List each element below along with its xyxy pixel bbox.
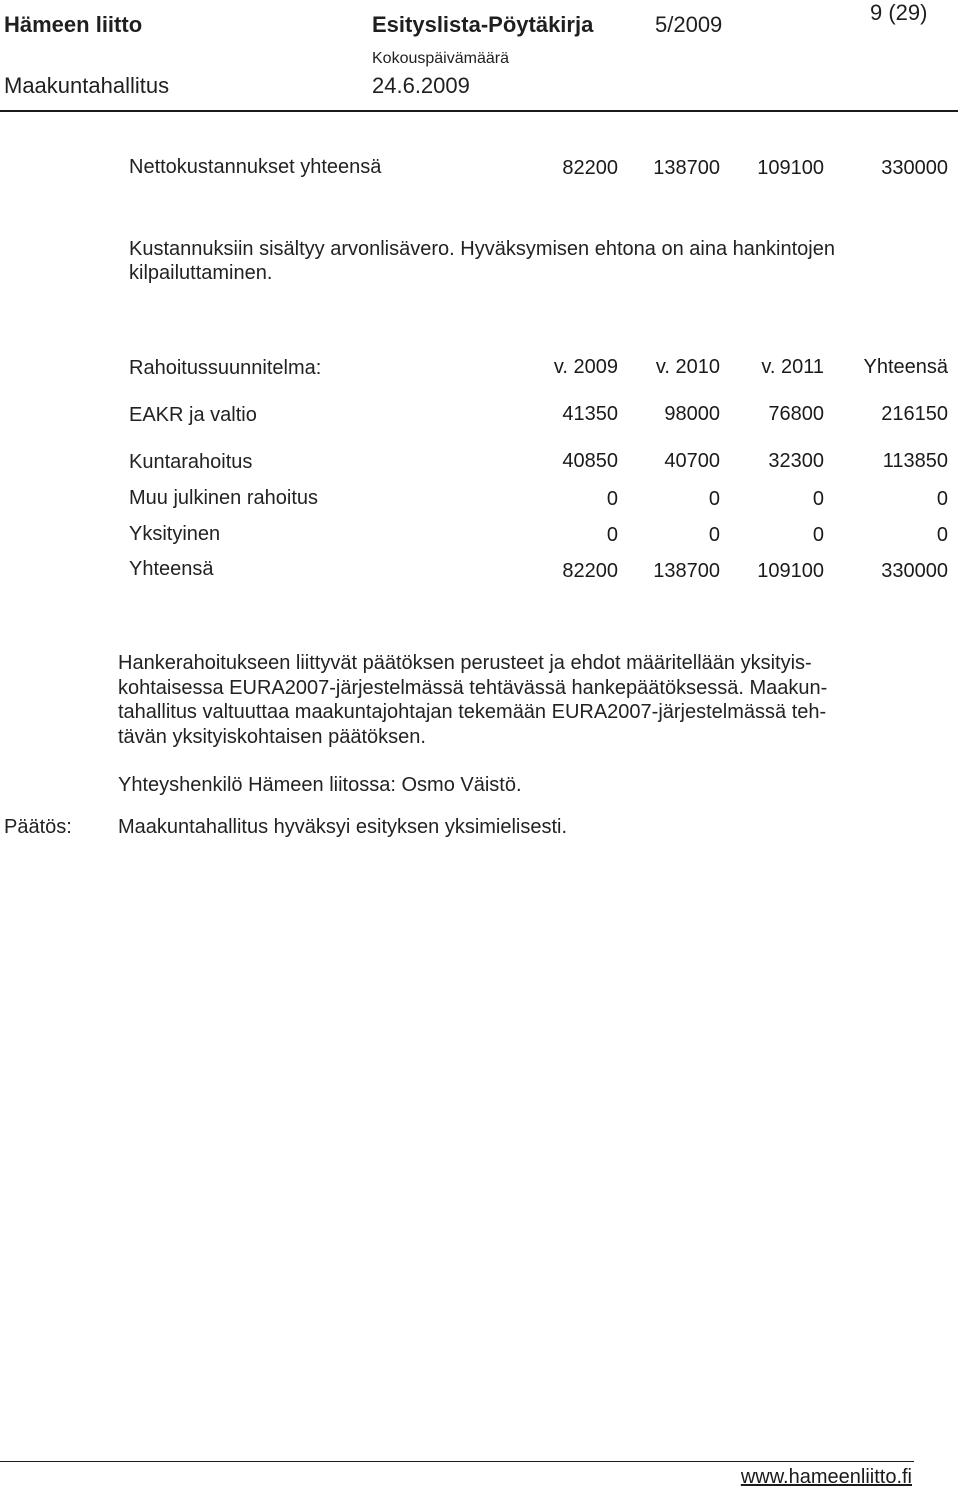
table-cell: 138700	[653, 560, 720, 582]
table-cell: 0	[708, 488, 720, 510]
column-header: v. 2010	[655, 356, 720, 378]
contact-person: Yhteyshenkilö Hämeen liitossa: Osmo Väistö.	[118, 774, 522, 796]
row-label: Yhteensä	[129, 558, 214, 580]
table-cell: 109100	[757, 560, 824, 582]
table-cell: 0	[606, 488, 618, 510]
table-cell: 32300	[768, 450, 824, 472]
vat-note-line: Kustannuksiin sisältyy arvonlisävero. Hyväksymisen ehtona on aina hankintojen	[129, 238, 835, 260]
financing-title: Rahoitussuunnitelma:	[129, 357, 322, 379]
decision-basis-line: Hankerahoitukseen liittyvät päätöksen perusteet ja ehdot määritellään yksityis-	[118, 652, 812, 674]
decision-basis-line: tävän yksityiskohtaisen päätöksen.	[118, 726, 426, 748]
organization-name: Hämeen liitto	[4, 12, 143, 37]
table-cell: 41350	[562, 403, 618, 425]
net-costs-value-2009: 82200	[562, 157, 618, 179]
table-cell: 0	[936, 524, 948, 546]
table-cell: 0	[936, 488, 948, 510]
date-label: Kokouspäivämäärä	[372, 50, 509, 67]
decision-basis-line: tahallitus valtuuttaa maakuntajohtajan tekemään EURA2007-järjestelmässä teh-	[118, 701, 827, 723]
meeting-date: 24.6.2009	[372, 73, 470, 98]
row-label: Kuntarahoitus	[129, 451, 253, 473]
table-cell: 82200	[562, 560, 618, 582]
table-cell: 40850	[562, 450, 618, 472]
table-cell: 216150	[881, 403, 948, 425]
column-header: v. 2011	[761, 356, 824, 378]
column-header: v. 2009	[553, 356, 618, 378]
meeting-body: Maakuntahallitus	[4, 73, 170, 98]
page-number: 9 (29)	[870, 0, 928, 25]
table-cell: 0	[606, 524, 618, 546]
row-label: Yksityinen	[129, 523, 221, 545]
table-cell: 40700	[664, 450, 720, 472]
document-title: Esityslista-Pöytäkirja	[372, 12, 594, 37]
table-cell: 0	[812, 524, 824, 546]
table-cell: 76800	[768, 403, 824, 425]
website-link[interactable]: www.hameenliitto.fi	[740, 1466, 912, 1488]
table-cell: 113850	[882, 450, 948, 472]
table-cell: 0	[812, 488, 824, 510]
decision-basis-line: kohtaisessa EURA2007-järjestelmässä tehtävässä hankepäätöksessä. Maakun-	[118, 677, 828, 699]
column-header: Yhteensä	[863, 356, 948, 378]
decision-text: Maakuntahallitus hyväksyi esityksen yksimielisesti.	[118, 816, 568, 838]
decision-label: Päätös:	[4, 816, 72, 838]
document-number: 5/2009	[655, 12, 723, 37]
footer-divider	[0, 1461, 914, 1462]
header-divider	[0, 110, 958, 112]
vat-note-line: kilpailuttaminen.	[129, 262, 273, 284]
row-label: Muu julkinen rahoitus	[129, 487, 318, 509]
table-cell: 98000	[664, 403, 720, 425]
net-costs-value-total: 330000	[881, 157, 948, 179]
net-costs-label: Nettokustannukset yhteensä	[129, 156, 382, 178]
net-costs-value-2010: 138700	[653, 157, 720, 179]
table-cell: 0	[708, 524, 720, 546]
row-label: EAKR ja valtio	[129, 404, 257, 426]
table-cell: 330000	[881, 560, 948, 582]
net-costs-value-2011: 109100	[757, 157, 824, 179]
